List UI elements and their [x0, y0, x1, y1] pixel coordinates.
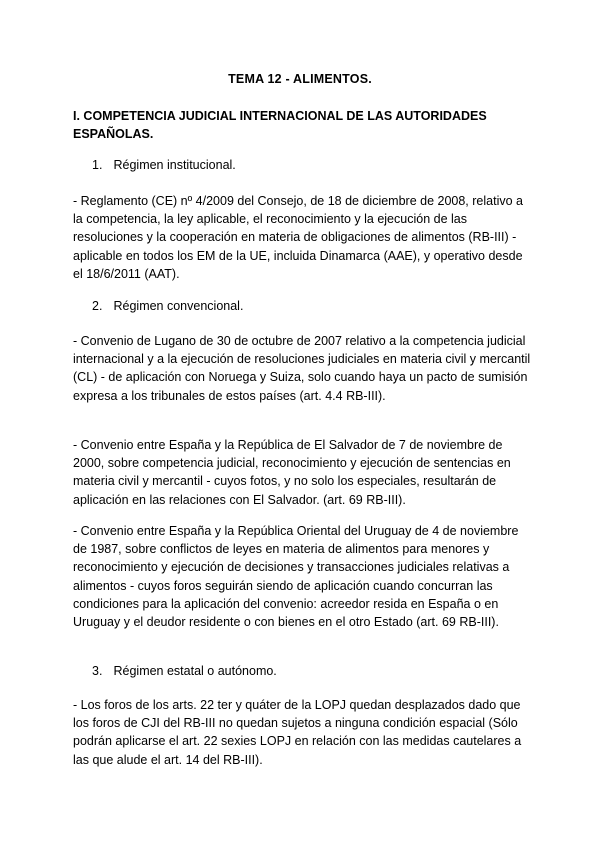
- paragraph-el-salvador: - Convenio entre España y la República de El Salvador de 7 de noviembre de 2000, sobre competencia judicial, reconocimiento y ejecución de sentencias en materia civil y mercantil - cuyos fotos, y no solo los especiales, resultarán de aplicación en las relaciones con El Salvador. (art. 69 RB-III).: [73, 438, 511, 507]
- document-title: TEMA 12 - ALIMENTOS.: [228, 72, 372, 86]
- item-label: Régimen convencional.: [113, 299, 244, 313]
- paragraph-reglamento: - Reglamento (CE) nº 4/2009 del Consejo, de 18 de diciembre de 2008, relativo a la competencia, la ley aplicable, el reconocimiento y la ejecución de las resoluciones y la cooperación en materia de obligaciones de alimentos (RB-III) - aplicable en todos los EM de la UE, incluida Dinamarca (AAE), y operativo desde el 18/6/2011 (AAT).: [73, 194, 523, 281]
- item-number: 1.: [92, 158, 103, 172]
- item-label: Régimen institucional.: [113, 158, 236, 172]
- section-heading: I. COMPETENCIA JUDICIAL INTERNACIONAL DE LAS AUTORIDADES ESPAÑOLAS.: [73, 109, 487, 141]
- paragraph-lugano: - Convenio de Lugano de 30 de octubre de 2007 relativo a la competencia judicial internacional y a la ejecución de resoluciones judiciales en materia civil y mercantil (CL) - de aplicación con Noruega y Suiza, solo cuando haya un pacto de sumisión expresa a los tribunales de estos países (art. 4.4 RB-III).: [73, 334, 531, 403]
- numbered-item-3: [92, 662, 277, 680]
- numbered-item-1: [92, 156, 236, 174]
- item-number: 2.: [92, 299, 103, 313]
- paragraph-lopj: - Los foros de los arts. 22 ter y quáter de la LOPJ quedan desplazados dado que los foros de CJI del RB-III no quedan sujetos a ninguna condición espacial (Sólo podrán aplicarse el art. 22 sexies LOPJ en relación con las medidas cautelares a las que alude el art. 14 del RB-III).: [73, 698, 522, 767]
- item-label: Régimen estatal o autónomo.: [113, 664, 277, 678]
- paragraph-uruguay: - Convenio entre España y la República Oriental del Uruguay de 4 de noviembre de 1987, sobre conflictos de leyes en materia de alimentos para menores y reconocimiento y ejecución de decisiones y transacciones judiciales relativas a alimentos - cuyos foros seguirán siendo de aplicación cuando concurran las condiciones para la aplicación del convenio: acreedor resida en España o en Uruguay y el deudor residente o con bienes en el otro Estado (art. 69 RB-III).: [73, 524, 519, 630]
- numbered-item-2: [92, 297, 243, 315]
- item-number: 3.: [92, 664, 103, 678]
